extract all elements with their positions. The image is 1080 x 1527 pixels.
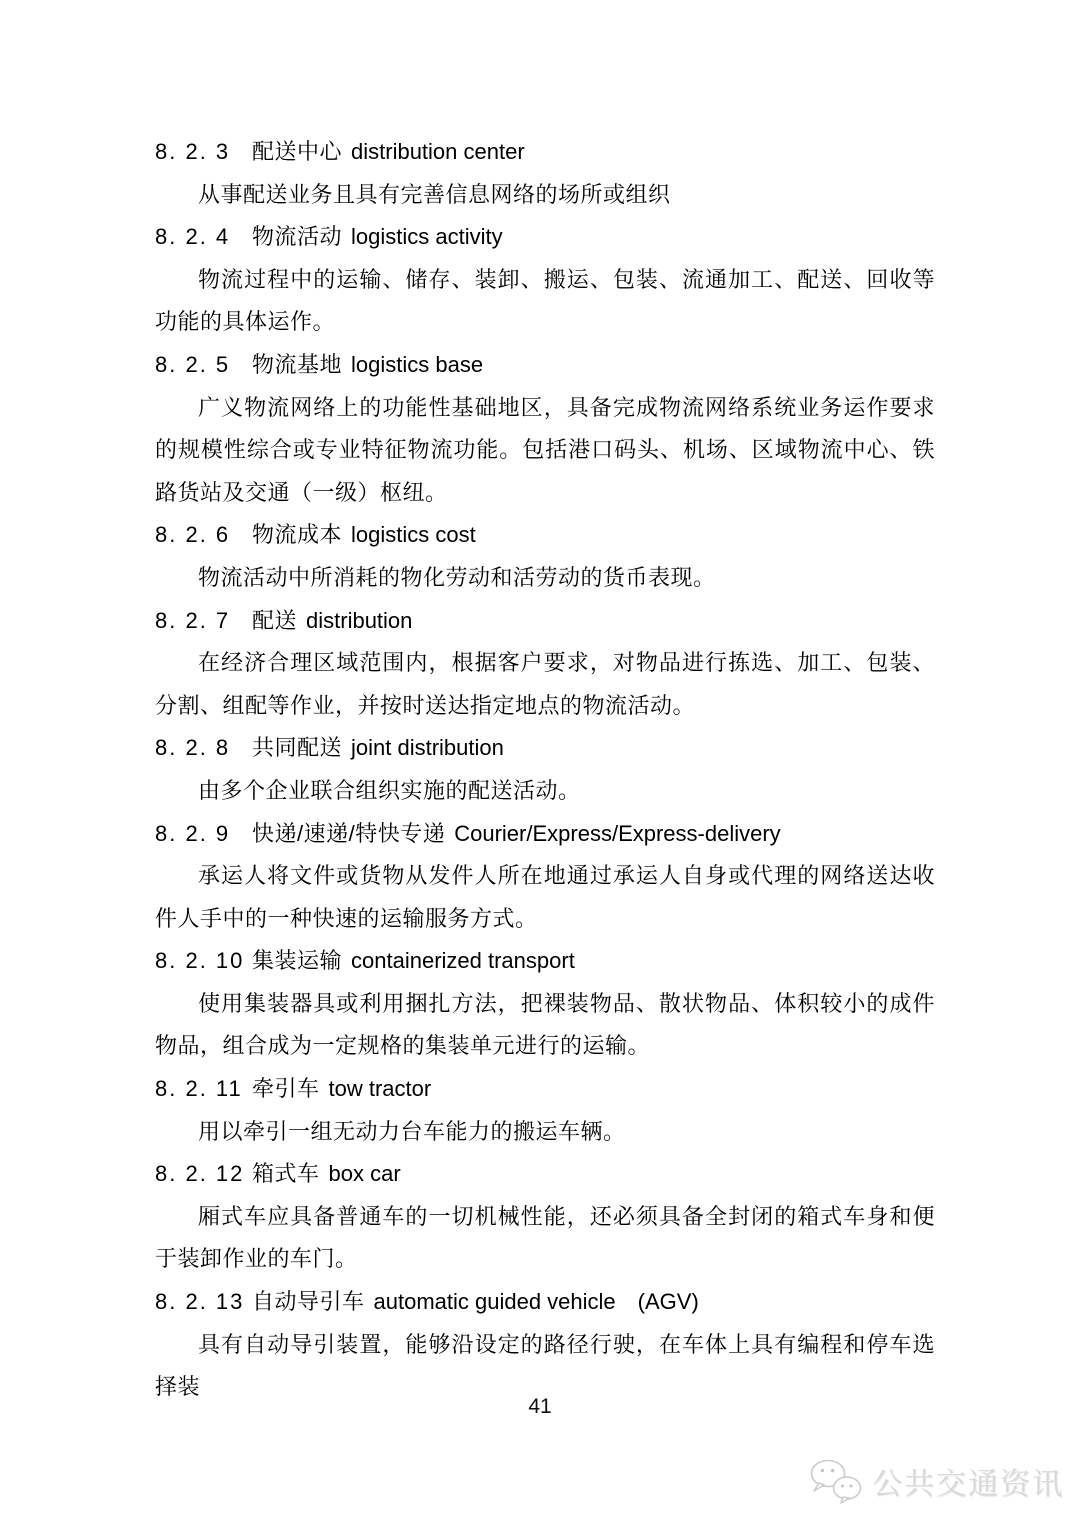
term-number: 8. 2. 3 [155, 139, 231, 164]
term-number: 8. 2. 13 [155, 1289, 245, 1315]
term-definition: 使用集装器具或利用捆扎方法，把裸装物品、散状物品、体积较小的成件物品，组合成为一定规格的集装单元进行的运输。 [155, 990, 935, 1059]
term-en: logistics cost [351, 522, 476, 548]
term-definition: 具有自动导引装置，能够沿设定的路径行驶，在车体上具有编程和停车选择装 [155, 1331, 935, 1400]
term-number: 8. 2. 12 [155, 1161, 245, 1187]
term-en: Courier/Express/Express-delivery [454, 820, 781, 846]
term-cn: 共同配送 [252, 735, 343, 761]
term-heading [155, 1153, 935, 1196]
term-en: containerized transport [351, 948, 575, 974]
term-heading [155, 940, 935, 983]
term-cn: 物流活动 [252, 224, 343, 250]
term-heading [155, 344, 935, 387]
term-section-8-2-9 [155, 813, 935, 941]
term-heading [155, 1281, 935, 1324]
term-definition: 广义物流网络上的功能性基础地区，具备完成物流网络系统业务运作要求的规模性综合或专业特征物流功能。包括港口码头、机场、区域物流中心、铁路货站及交通（一级）枢纽。 [155, 394, 935, 505]
term-number: 8. 2. 4 [155, 224, 231, 250]
term-heading [155, 727, 935, 770]
term-cn: 集装运输 [252, 948, 343, 974]
term-cn: 箱式车 [252, 1161, 320, 1187]
term-number: 8. 2. 10 [155, 948, 245, 974]
term-section-8-2-13 [155, 1281, 935, 1409]
term-cn: 快递/速递/特快专递 [252, 820, 446, 846]
term-cn: 牵引车 [252, 1076, 320, 1102]
term-en: distribution [306, 607, 413, 633]
watermark [807, 1458, 1064, 1504]
term-number: 8. 2. 5 [155, 351, 231, 377]
term-definition: 物流过程中的运输、储存、装卸、搬运、包装、流通加工、配送、回收等功能的具体运作。 [155, 266, 935, 335]
term-en: automatic guided vehicle (AGV) [373, 1289, 699, 1315]
term-section-8-2-10 [155, 940, 935, 1068]
watermark-label: 公共交通资讯 [872, 1468, 1064, 1501]
term-section-8-2-11 [155, 1068, 935, 1153]
term-section-8-2-4 [155, 216, 935, 344]
term-en: distribution center [351, 139, 525, 164]
term-en: tow tractor [328, 1076, 432, 1102]
term-cn: 物流基地 [252, 351, 343, 377]
term-heading [155, 813, 935, 856]
term-definition: 从事配送业务且具有完善信息网络的场所或组织 [198, 181, 671, 207]
term-heading [155, 514, 935, 557]
term-heading [155, 600, 935, 643]
term-section-8-2-7 [155, 600, 935, 728]
wechat-icon [807, 1458, 865, 1504]
term-en: logistics base [351, 351, 484, 377]
term-section-8-2-3 [155, 131, 935, 216]
term-definition: 物流活动中所消耗的物化劳动和活劳动的货币表现。 [198, 564, 716, 590]
term-definition: 承运人将文件或货物从发件人所在地通过承运人自身或代理的网络送达收件人手中的一种快速的运输服务方式。 [155, 863, 935, 931]
term-cn: 配送 [252, 607, 298, 633]
term-definition: 由多个企业联合组织实施的配送活动。 [198, 777, 581, 803]
page-number: 41 [528, 1395, 552, 1418]
terms-content [155, 131, 935, 1409]
term-cn: 自动导引车 [252, 1289, 365, 1315]
term-definition: 用以牵引一组无动力台车能力的搬运车辆。 [198, 1118, 626, 1144]
term-en: logistics activity [351, 224, 503, 250]
term-heading [155, 1068, 935, 1111]
term-cn: 配送中心 [252, 139, 343, 164]
term-heading [155, 216, 935, 259]
term-definition: 在经济合理区域范围内，根据客户要求，对物品进行拣选、加工、包装、分割、组配等作业，并按时送达指定地点的物流活动。 [155, 650, 935, 718]
term-number: 8. 2. 11 [155, 1076, 243, 1102]
term-number: 8. 2. 9 [155, 820, 231, 846]
term-section-8-2-12 [155, 1153, 935, 1281]
term-definition: 厢式车应具备普通车的一切机械性能，还必须具备全封闭的箱式车身和便于装卸作业的车门。 [155, 1203, 935, 1272]
term-number: 8. 2. 8 [155, 735, 231, 761]
term-section-8-2-8 [155, 727, 935, 812]
term-cn: 物流成本 [252, 522, 343, 548]
term-number: 8. 2. 7 [155, 607, 231, 633]
term-section-8-2-5 [155, 344, 935, 514]
term-section-8-2-6 [155, 514, 935, 599]
term-heading [155, 131, 935, 174]
term-en: joint distribution [351, 735, 504, 761]
term-number: 8. 2. 6 [155, 522, 231, 548]
term-en: box car [328, 1161, 401, 1187]
